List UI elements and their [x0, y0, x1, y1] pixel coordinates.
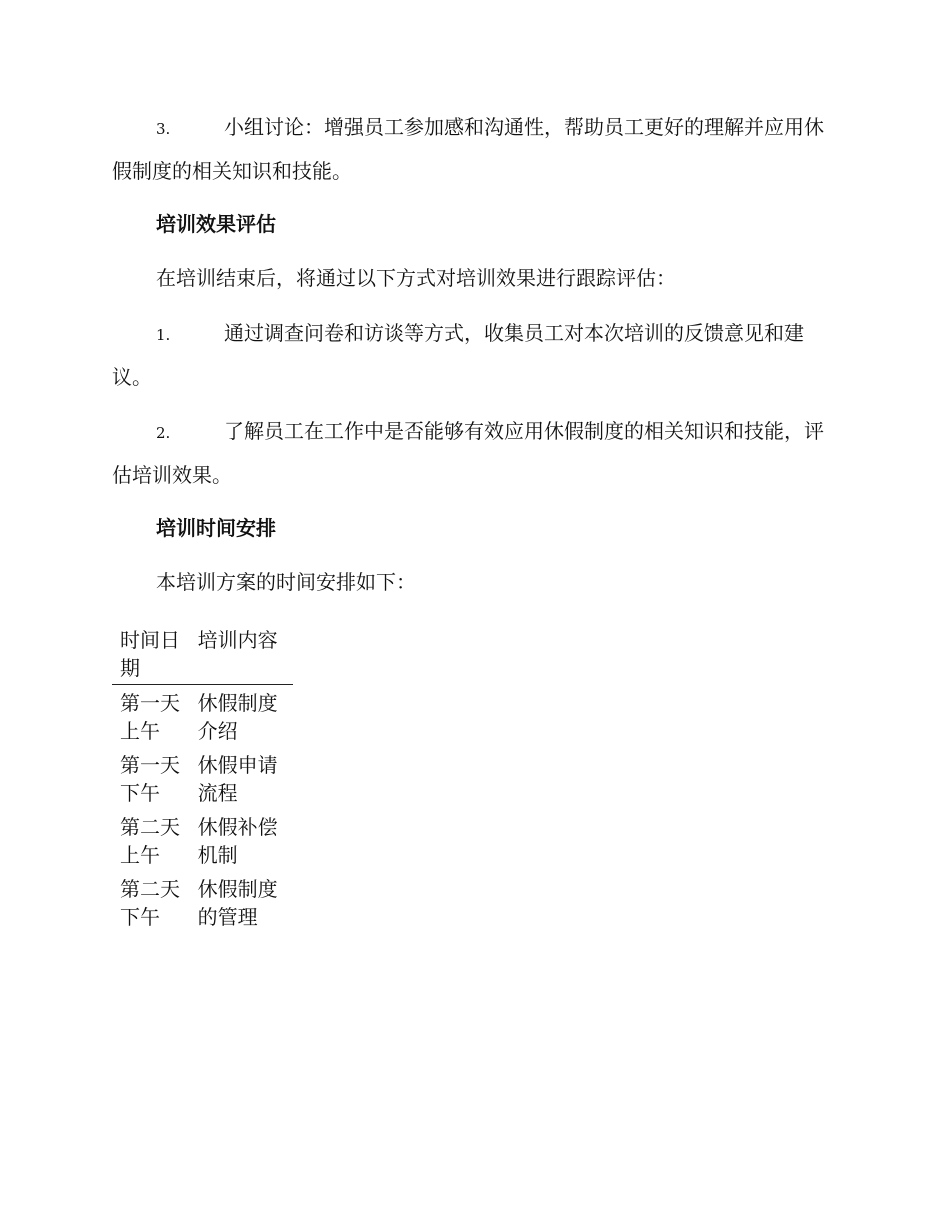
list-number: 3.	[156, 120, 171, 138]
table-row	[112, 813, 293, 875]
table-row	[112, 875, 293, 937]
list-number: 2.	[156, 424, 171, 442]
schedule-intro: 本培训方案的时间安排如下：	[156, 570, 416, 594]
table-header-date: 时间日期	[120, 628, 180, 680]
table-cell-content: 休假补偿机制	[197, 815, 278, 867]
section-heading-evaluation: 培训效果评估	[156, 212, 276, 236]
table-header-content: 培训内容	[197, 628, 278, 652]
table-cell-date: 第一天上午	[120, 691, 180, 743]
list-item-text: 小组讨论：增强员工参加感和沟通性，帮助员工更好的理解并应用休假制度的相关知识和技能。	[112, 115, 824, 183]
table-cell-content: 休假申请流程	[197, 753, 278, 805]
list-number: 1.	[156, 326, 171, 344]
table-row	[112, 751, 293, 813]
eval-list-item-2	[112, 410, 834, 496]
table-cell-date: 第二天上午	[120, 815, 180, 867]
table-row	[112, 689, 293, 751]
list-item-text: 通过调查问卷和访谈等方式，收集员工对本次培训的反馈意见和建议。	[112, 321, 804, 389]
table-cell-content: 休假制度的管理	[197, 877, 278, 929]
table-header-row	[112, 626, 293, 685]
eval-list-item-1	[112, 312, 834, 398]
table-cell-date: 第一天下午	[120, 753, 180, 805]
evaluation-intro: 在培训结束后，将通过以下方式对培训效果进行跟踪评估：	[156, 266, 676, 290]
table-cell-content: 休假制度介绍	[197, 691, 278, 743]
list-item-text: 了解员工在工作中是否能够有效应用休假制度的相关知识和技能，评估培训效果。	[112, 419, 824, 487]
schedule-table	[112, 626, 293, 937]
section-heading-schedule: 培训时间安排	[156, 516, 276, 540]
table-cell-date: 第二天下午	[120, 877, 180, 929]
list-item-3	[112, 106, 834, 192]
